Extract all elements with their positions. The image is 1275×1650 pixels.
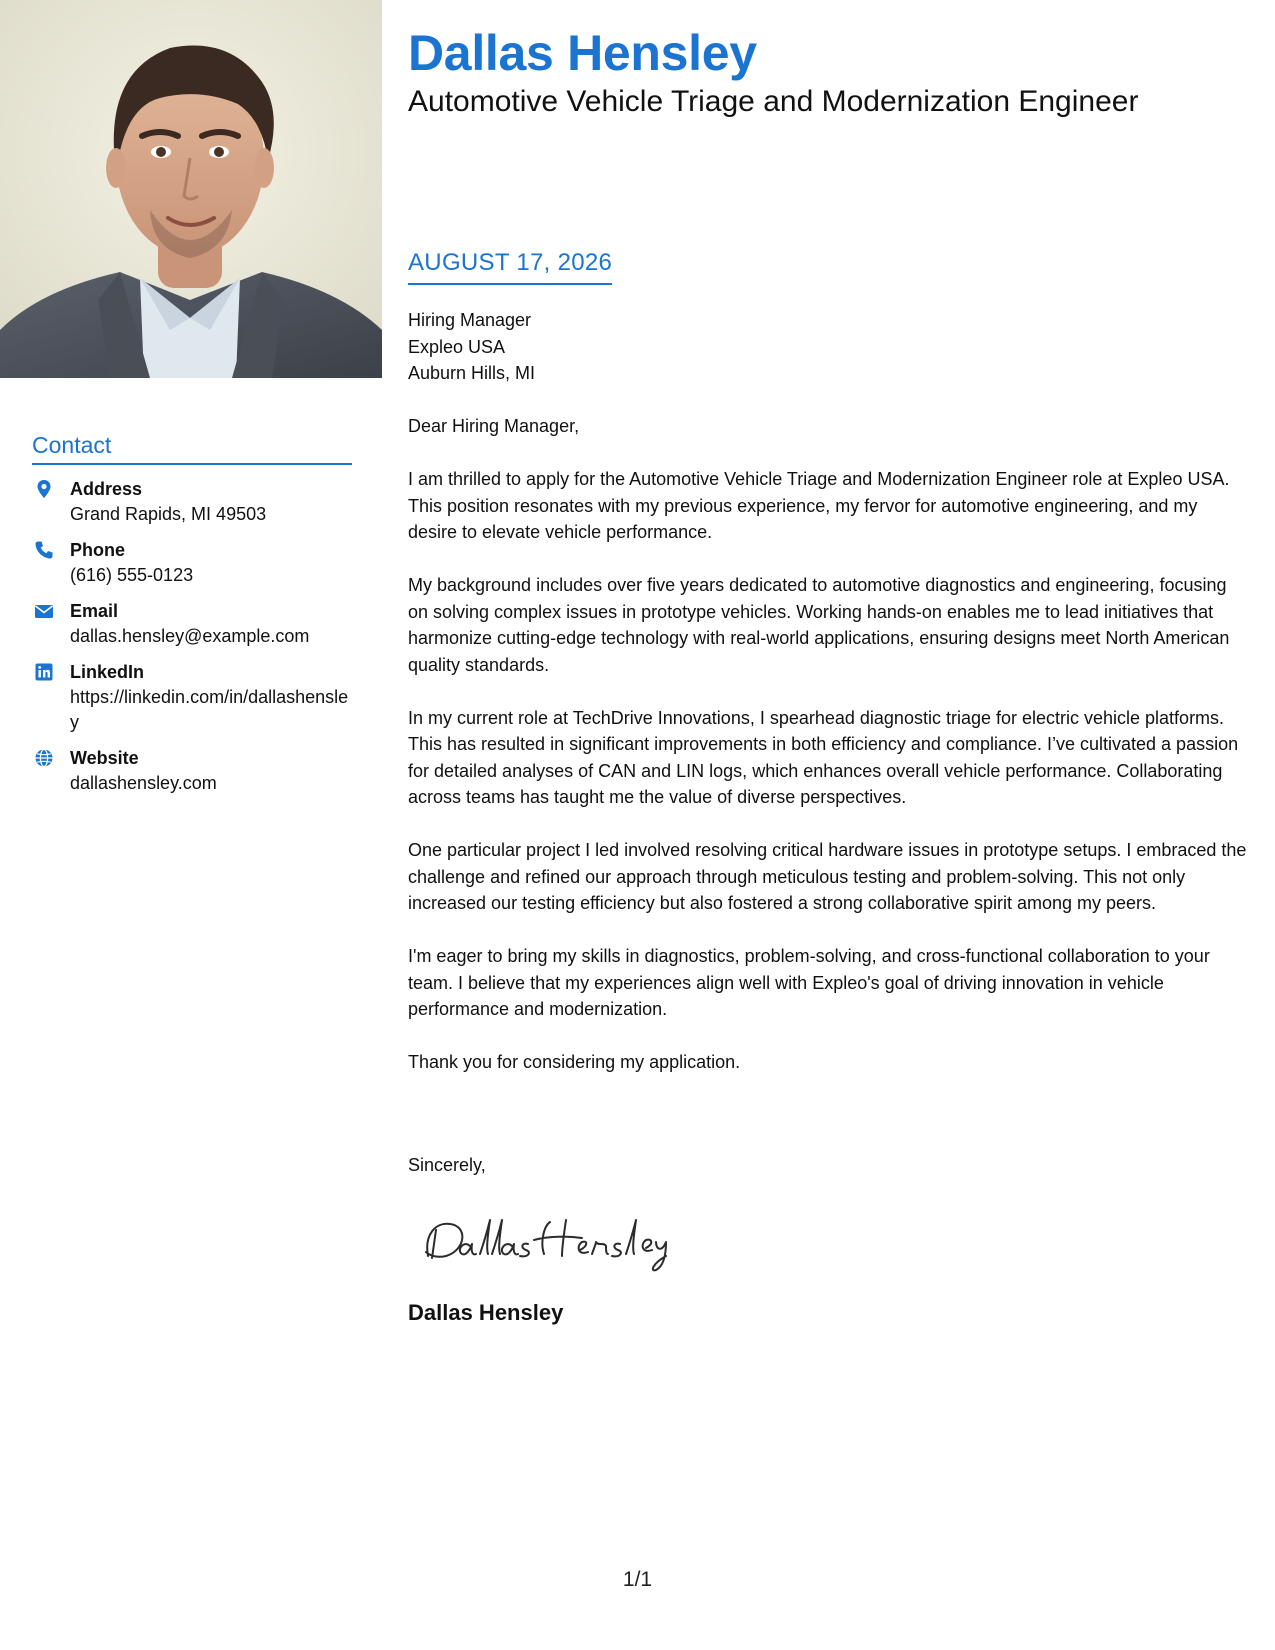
recipient-block — [408, 307, 535, 387]
address-value: Grand Rapids, MI 49503 — [70, 503, 267, 524]
body-paragraph: One particular project I led involved resolving critical hardware issues in prototype setups. I embraced the challenge and refined our approach through meticulous testing and problem-solving. This not only increased our testing efficiency but also fostered a strong collaborative spirit among my peers. — [408, 840, 1247, 913]
signer-name: Dallas Hensley — [408, 1300, 564, 1325]
signature-image — [416, 1206, 676, 1276]
applicant-name: Dallas Hensley — [408, 25, 757, 81]
linkedin-icon — [34, 662, 54, 682]
phone-label: Phone — [70, 539, 126, 560]
envelope-icon — [34, 601, 54, 621]
contact-item-website — [32, 746, 352, 796]
contact-item-phone — [32, 538, 352, 588]
contact-heading: Contact — [32, 432, 352, 465]
website-value[interactable]: dallashensley.com — [70, 772, 217, 793]
page-number: 1/1 — [622, 1568, 653, 1591]
recipient-line: Auburn Hills, MI — [408, 363, 536, 383]
recipient-line: Hiring Manager — [408, 310, 532, 330]
handwritten-signature — [416, 1206, 676, 1281]
phone-icon — [34, 540, 54, 560]
phone-value[interactable]: (616) 555-0123 — [70, 564, 194, 585]
contact-section — [32, 432, 352, 807]
letter-date: AUGUST 17, 2026 — [408, 248, 612, 285]
applicant-role: Automotive Vehicle Triage and Modernization Engineer — [408, 85, 1139, 118]
body-paragraph: My background includes over five years dedicated to automotive diagnostics and engineering, focusing on solving complex issues in prototype vehicles. Working hands-on enables me to lead initiatives that harmonize cutting-edge technology with real-world applications, ensuring designs meet North American quality standards. — [408, 575, 1230, 675]
email-value[interactable]: dallas.hensley@example.com — [70, 625, 310, 646]
body-paragraph: Thank you for considering my application. — [408, 1052, 741, 1072]
contact-item-address — [32, 477, 352, 527]
linkedin-value[interactable]: https://linkedin.com/in/dallashensley — [70, 686, 349, 732]
map-pin-icon — [34, 479, 54, 499]
globe-icon — [34, 748, 54, 768]
body-paragraph: In my current role at TechDrive Innovations, I spearhead diagnostic triage for electric vehicle platforms. This has resulted in significant improvements in both efficiency and compliance. I’ve cultivated a passion for detailed analyses of CAN and LIN logs, which enhances overall vehicle performance. Collaborating across teams has taught me the value of diverse perspectives. — [408, 707, 1239, 807]
contact-item-email — [32, 599, 352, 649]
address-label: Address — [70, 478, 143, 499]
body-paragraph: I am thrilled to apply for the Automotive Vehicle Triage and Modernization Engineer role at Expleo USA. This position resonates with my previous experience, my fervor for automotive engineering, and my desire to elevate vehicle performance. — [408, 469, 1230, 542]
portrait-illustration — [0, 0, 382, 378]
website-label: Website — [70, 747, 139, 768]
salutation: Dear Hiring Manager, — [408, 416, 580, 436]
linkedin-label: LinkedIn — [70, 661, 145, 682]
recipient-line: Expleo USA — [408, 336, 506, 357]
closing: Sincerely, — [408, 1155, 486, 1175]
sidebar — [0, 0, 382, 1650]
body-paragraph: I'm eager to bring my skills in diagnostics, problem-solving, and cross-functional collaboration to your team. I believe that my experiences align well with Expleo's goal of driving innovation in vehicle performance and modernization. — [408, 946, 1210, 1019]
letter-body — [408, 413, 1248, 1102]
contact-item-linkedin — [32, 660, 352, 735]
profile-photo — [0, 0, 382, 378]
email-label: Email — [70, 600, 119, 621]
